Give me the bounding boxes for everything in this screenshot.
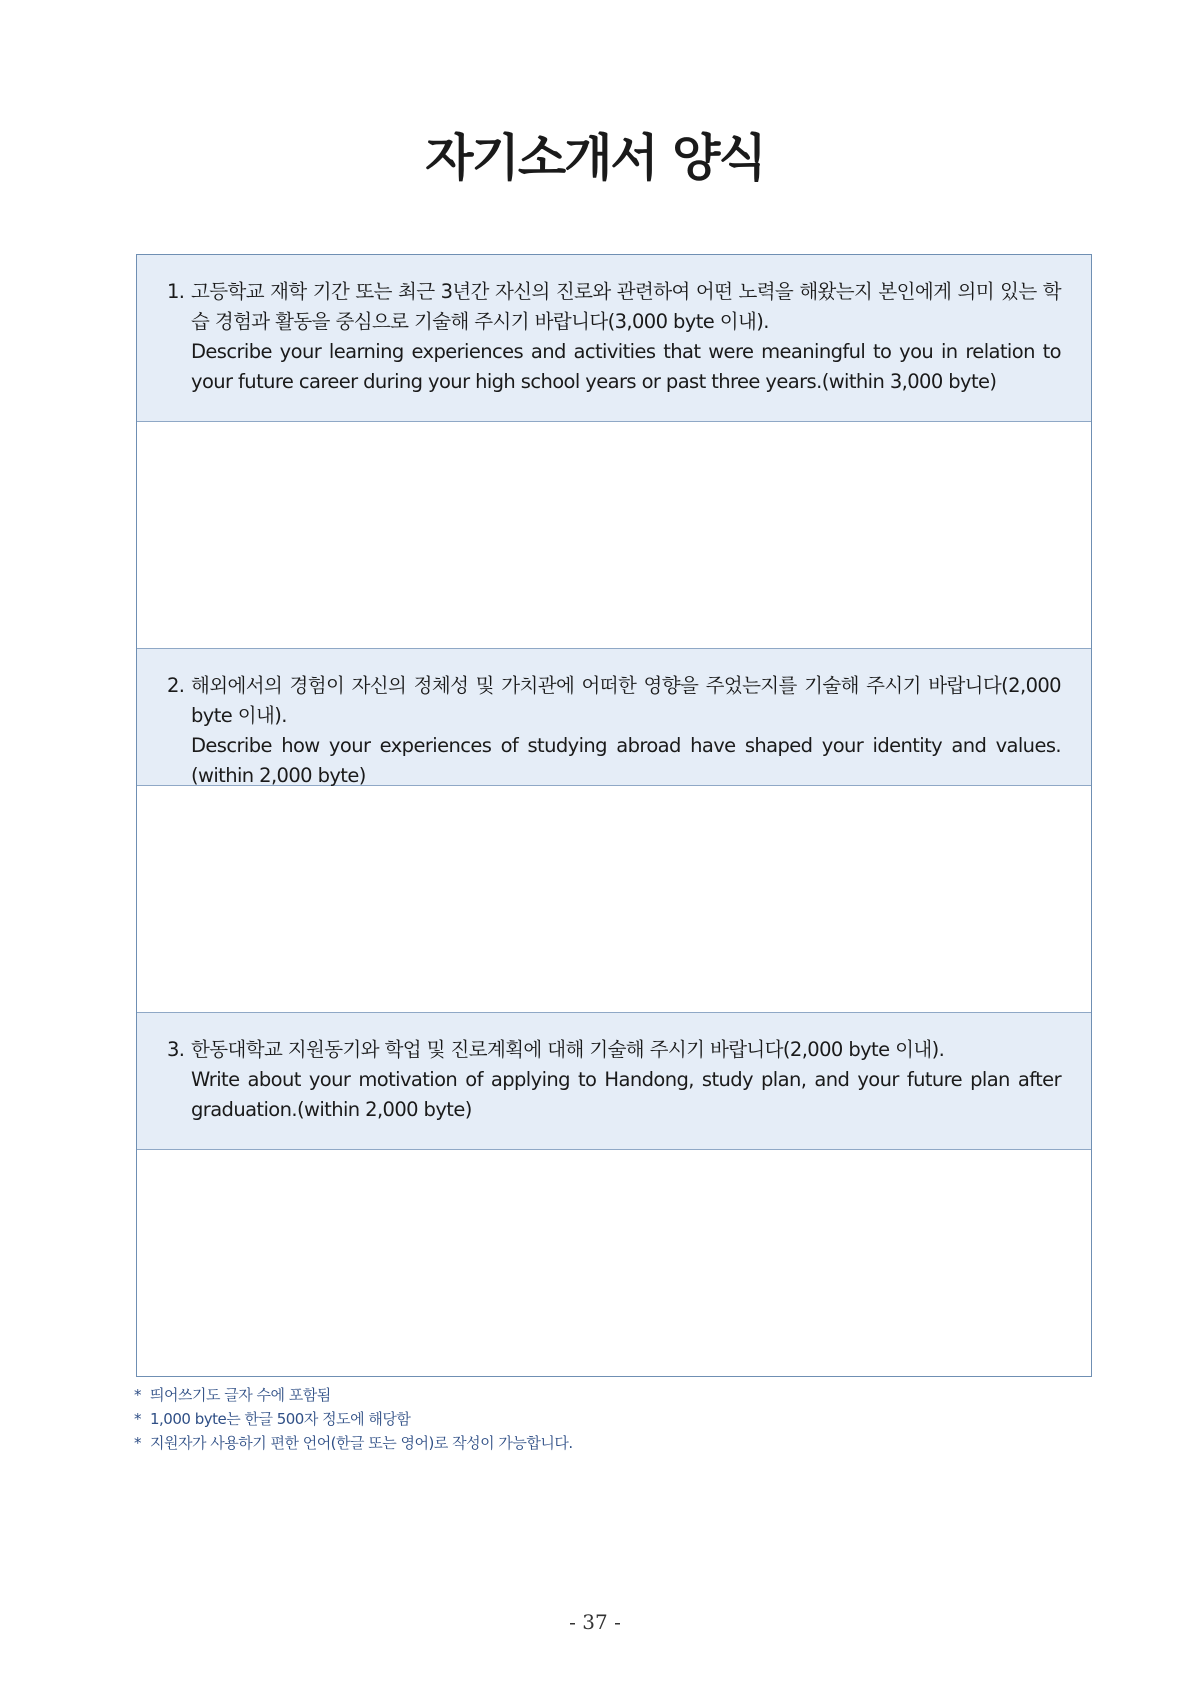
- question-english: Describe your learning experiences and activities that were meaningful to you in relation to your future career during your high school years or past three years.(within 3,000 byte): [191, 340, 1061, 393]
- note-item: [134, 1383, 573, 1407]
- answer-area-3[interactable]: [137, 1150, 1091, 1376]
- question-number: 2.: [167, 674, 185, 697]
- question-english: Write about your motivation of applying to Handong, study plan, and your future plan after graduation.(within 2,000 byte): [191, 1068, 1061, 1121]
- question-row-2: [137, 649, 1091, 786]
- question-korean: 고등학교 재학 기간 또는 최근 3년간 자신의 진로와 관련하여 어떤 노력을 해왔는지 본인에게 의미 있는 학습 경험과 활동을 중심으로 기술해 주시기 바랍니다(3,000 byte 이내).: [191, 280, 1061, 333]
- note-text: 지원자가 사용하기 편한 언어(한글 또는 영어)로 작성이 가능합니다.: [150, 1434, 573, 1452]
- question-row-3: [137, 1013, 1091, 1150]
- asterisk-icon: *: [134, 1386, 141, 1404]
- note-text: 1,000 byte는 한글 500자 정도에 해당함: [150, 1410, 411, 1428]
- question-number: 3.: [167, 1038, 185, 1061]
- note-item: [134, 1431, 573, 1455]
- page-number: - 37 -: [569, 1610, 621, 1634]
- asterisk-icon: *: [134, 1434, 141, 1452]
- question-korean: 한동대학교 지원동기와 학업 및 진로계획에 대해 기술해 주시기 바랍니다(2,000 byte 이내).: [191, 1038, 945, 1061]
- answer-area-2[interactable]: [137, 786, 1091, 1013]
- note-text: 띄어쓰기도 글자 수에 포함됨: [150, 1386, 331, 1404]
- note-item: [134, 1407, 573, 1431]
- self-introduction-form: [136, 254, 1092, 1377]
- page-title: 자기소개서 양식: [425, 129, 765, 187]
- answer-area-1[interactable]: [137, 422, 1091, 649]
- question-korean: 해외에서의 경험이 자신의 정체성 및 가치관에 어떠한 영향을 주었는지를 기술해 주시기 바랍니다(2,000 byte 이내).: [191, 674, 1061, 727]
- asterisk-icon: *: [134, 1410, 141, 1428]
- question-row-1: [137, 255, 1091, 422]
- question-number: 1.: [167, 280, 185, 303]
- question-english: Describe how your experiences of studying abroad have shaped your identity and values.(within 2,000 byte): [191, 734, 1061, 787]
- form-notes: [134, 1383, 573, 1455]
